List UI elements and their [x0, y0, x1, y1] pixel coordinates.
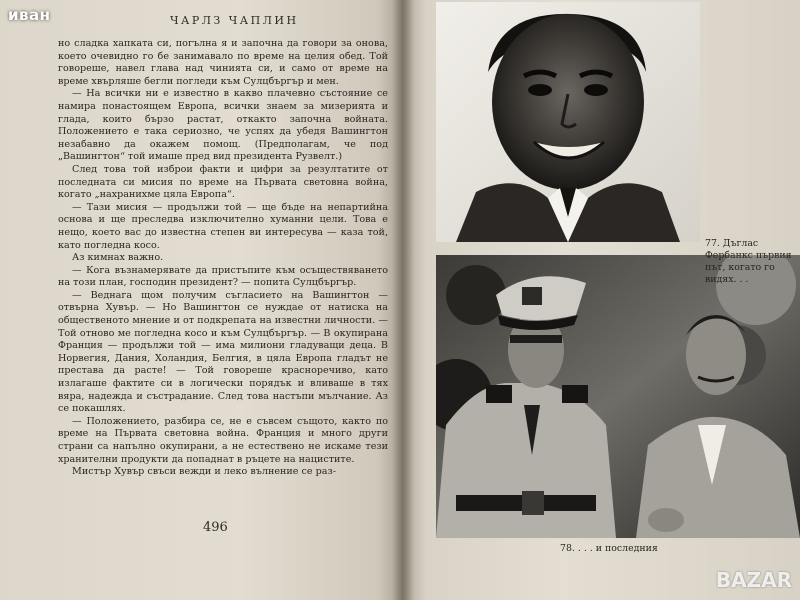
paragraph: Аз кимнах важно.	[72, 252, 164, 264]
photo-caption-77: 77. Дъглас Фербанкс първия път, когато го видях. . .	[705, 238, 792, 285]
photo-caption-78: 78. . . . и последния	[560, 543, 658, 554]
paragraph: След това той изброи факти и цифри за резултатите от последната си мисия по време на Първата световна война, когато „нахранихме цяла Европа“.	[58, 163, 388, 201]
paragraph: Мистър Хувър свъси вежди и леко вълнение се раз-	[72, 466, 336, 478]
running-head: ЧАРЛЗ ЧАПЛИН	[170, 14, 299, 27]
page-number: 496	[203, 520, 228, 535]
user-watermark: иван	[8, 6, 51, 24]
portrait-photo	[436, 2, 700, 242]
paragraph: — На всички ни е известно в какво плачевно състояние се намира понастоящем Европа, всички знаем за мизерията и глада, които бързо растат, откакто започна войната. Положението е така сериозно, че успях да убедя Вашингтон незабавно да окажем помощ. (Предполагам, че под „Вашингтон“ той имаше пред вид президента Рузвелт.)	[58, 88, 388, 163]
paragraph: — Веднага щом получим съгласието на Вашингтон — отвърна Хувър. — Но Вашингтон се нуждае от натиска на общественото мнение и от подкрепата на известни личности. — Той отново ме погледна косо и към Сулцбъргър. — В окупирана Франция — продължи той — има милиони гладуващи деца. В Норвегия, Дания, Холандия, Белгия, в цяла Европа гладът не престава да расте! — Той говореше красноречиво, като излагаше фактите си в логически порядък и вливаше в тях вяра, надежда и състрадание. След това настъпи мълчание. Аз се покашлях.	[58, 289, 388, 415]
paragraph: — Положението, разбира се, не е съвсем същото, както по време на Първата световна война. Франция и много други страни са напълно окупирани, а не естествено не искаме тези хранителни продукти да попаднат в ръцете на нацистите.	[58, 415, 388, 465]
paragraph: — Тази мисия — продължи той — ще бъде на непартийна основа и ще преследва изключително хуманни цели. Това е нещо, което вас до известна степен ви интересува — каза той, като погледна косо.	[58, 201, 388, 251]
group-photo	[436, 255, 800, 538]
paragraph: но сладка хапката си, погълна я и започна да говори за онова, което очевидно го бе занимавало по време на целия обед. Той говореше, навел глава над чинията си, и само от време на време хвърляше бегли погледи към Сулцбъргър и мен.	[58, 38, 388, 87]
group-image	[436, 255, 800, 538]
book-gutter	[392, 0, 414, 600]
body-text	[58, 38, 388, 479]
site-watermark-logo: BAZAR	[715, 568, 792, 592]
paragraph: — Кога възнамерявате да пристъпите към осъществяването на този план, господин президент? — попита Сулцбъргър.	[58, 264, 388, 289]
portrait-image	[436, 2, 700, 242]
